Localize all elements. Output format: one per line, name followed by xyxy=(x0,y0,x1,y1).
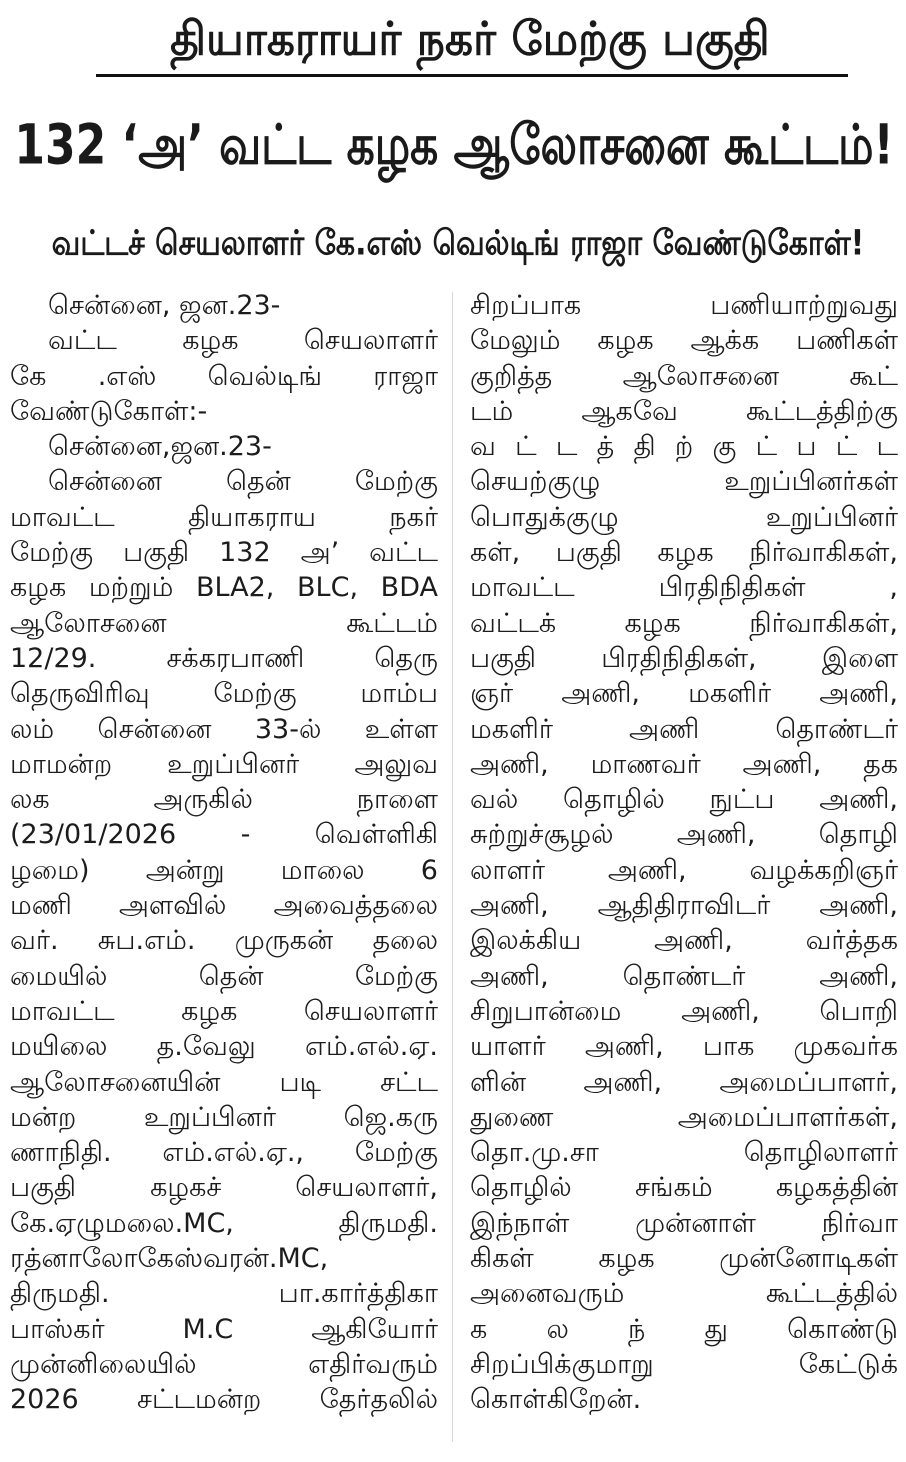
body-line: கே .எஸ் வெல்டிங் ராஜா xyxy=(10,360,438,392)
body-line: இலக்கிய அணி, வர்த்தக xyxy=(470,925,898,957)
body-line: தொழில் சங்கம் கழகத்தின் xyxy=(470,1172,898,1204)
body-line: பாஸ்கர் M.C ஆகியோர் xyxy=(10,1313,438,1345)
body-line: இந்நாள் முன்னாள் நிர்வா xyxy=(470,1207,898,1239)
body-line: சென்னை,ஜன.23- xyxy=(48,431,272,463)
body-line: முன்னிலையில் எதிர்வரும் xyxy=(10,1348,438,1380)
body-column-left xyxy=(10,288,438,1418)
body-line: மகளிர் அணி தொண்டர் xyxy=(470,713,898,745)
body-line: செயற்குழு உறுப்பினர்கள் xyxy=(470,466,898,498)
body-line: லம் சென்னை 33-ல் உள்ள xyxy=(10,713,438,745)
body-line: மாவட்ட தியாகராய நகர் xyxy=(10,501,438,533)
body-line: மேலும் கழக ஆக்க பணிகள் xyxy=(470,325,898,357)
subheadline: வட்டச் செயலாளர் கே.எஸ் வெல்டிங் ராஜா வேண்டுகோள்! xyxy=(51,223,865,264)
body-column-right xyxy=(470,288,898,1418)
body-line: 12/29. சக்கரபாணி தெரு xyxy=(10,642,438,674)
body-line: ணாநிதி. எம்.எல்.ஏ., மேற்கு xyxy=(10,1137,438,1169)
body-line: மாமன்ற உறுப்பினர் அலுவ xyxy=(10,748,438,780)
body-line: மையில் தென் மேற்கு xyxy=(10,960,438,992)
column-divider xyxy=(452,292,453,1442)
body-line: திருமதி. பா.கார்த்திகா xyxy=(10,1278,438,1310)
body-line: 2026 சட்டமன்ற தேர்தலில் xyxy=(10,1384,438,1416)
kicker-heading: தியாகராயர் நகர் மேற்கு பகுதி xyxy=(170,12,770,67)
body-line: தொ.மு.சா தொழிலாளர் xyxy=(470,1137,898,1169)
headline: 132 ‘அ’ வட்ட கழக ஆலோசனை கூட்டம்! xyxy=(14,113,894,178)
body-line: பொதுக்குழு உறுப்பினர் xyxy=(470,501,898,533)
body-line: சென்னை தென் மேற்கு xyxy=(48,466,438,498)
body-line: அணி, தொண்டர் அணி, xyxy=(470,960,898,992)
body-line: ஞர் அணி, மகளிர் அணி, xyxy=(470,678,898,710)
body-line: ரத்னாலோகேஸ்வரன்.MC, xyxy=(10,1243,329,1275)
body-line: டம் ஆகவே கூட்டத்திற்கு xyxy=(470,395,898,427)
body-line: மாவட்ட கழக செயலாளர் xyxy=(10,995,438,1027)
body-line: வட்ட கழக செயலாளர் xyxy=(48,325,438,357)
body-line: பகுதி பிரதிநிதிகள், இளை xyxy=(470,642,898,674)
body-line: லக அருகில் நாளை xyxy=(10,784,438,816)
body-line: பகுதி கழகச் செயலாளர், xyxy=(10,1172,438,1204)
body-line: துணை அமைப்பாளர்கள், xyxy=(470,1101,898,1133)
body-line: வட்டக் கழக நிர்வாகிகள், xyxy=(470,607,898,639)
body-line: மணி அளவில் அவைத்தலை xyxy=(10,890,438,922)
body-line: மேற்கு பகுதி 132 அ’ வட்ட xyxy=(10,537,438,569)
body-line: ஆலோசனையின் படி சட்ட xyxy=(10,1066,438,1098)
kicker-underline-rule xyxy=(96,74,848,77)
body-line: மயிலை த.வேலு எம்.எல்.ஏ. xyxy=(10,1031,438,1063)
body-line: அணி, ஆதிதிராவிடர் அணி, xyxy=(470,890,898,922)
body-line: வ ட் ட த் தி ற் கு ட் ப ட் ட xyxy=(470,431,898,463)
body-line: அணி, மாணவர் அணி, தக xyxy=(470,748,898,780)
body-line: வேண்டுகோள்:- xyxy=(10,395,208,427)
body-line: மாவட்ட பிரதிநிதிகள் , xyxy=(470,572,898,604)
body-line: க ல ந் து கொண்டு xyxy=(470,1313,898,1345)
body-line: கழக மற்றும் BLA2, BLC, BDA xyxy=(10,572,438,604)
body-line: கள், பகுதி கழக நிர்வாகிகள், xyxy=(470,537,898,569)
body-line: யாளர் அணி, பாக முகவர்க xyxy=(470,1031,898,1063)
body-line: வர். சுப.எம். முருகன் தலை xyxy=(10,925,438,957)
body-line: வல் தொழில் நுட்ப அணி, xyxy=(470,784,898,816)
body-line: சிறப்பாக பணியாற்றுவது xyxy=(470,290,898,321)
body-line: கிகள் கழக முன்னோடிகள் xyxy=(470,1243,898,1275)
body-line: ழமை) அன்று மாலை 6 xyxy=(10,854,438,886)
body-line: சுற்றுச்சூழல் அணி, தொழி xyxy=(470,819,898,851)
body-line: சென்னை, ஜன.23- xyxy=(48,290,281,321)
body-line: சிறுபான்மை அணி, பொறி xyxy=(470,995,898,1027)
body-line: சிறப்பிக்குமாறு கேட்டுக் xyxy=(470,1348,898,1380)
body-line: மன்ற உறுப்பினர் ஜெ.கரு xyxy=(10,1101,438,1133)
body-line: தெருவிரிவு மேற்கு மாம்ப xyxy=(10,678,438,710)
body-line: அனைவரும் கூட்டத்தில் xyxy=(470,1278,898,1310)
body-line: கொள்கிறேன். xyxy=(470,1384,642,1416)
body-line: (23/01/2026 - வெள்ளிகி xyxy=(10,819,438,851)
body-line: ஆலோசனை கூட்டம் xyxy=(10,607,438,639)
body-line: லாளர் அணி, வழக்கறிஞர் xyxy=(470,854,898,886)
body-line: குறித்த ஆலோசனை கூட் xyxy=(470,360,898,392)
body-line: கே.ஏழுமலை.MC, திருமதி. xyxy=(10,1207,438,1239)
body-line: ளின் அணி, அமைப்பாளர், xyxy=(470,1066,898,1098)
